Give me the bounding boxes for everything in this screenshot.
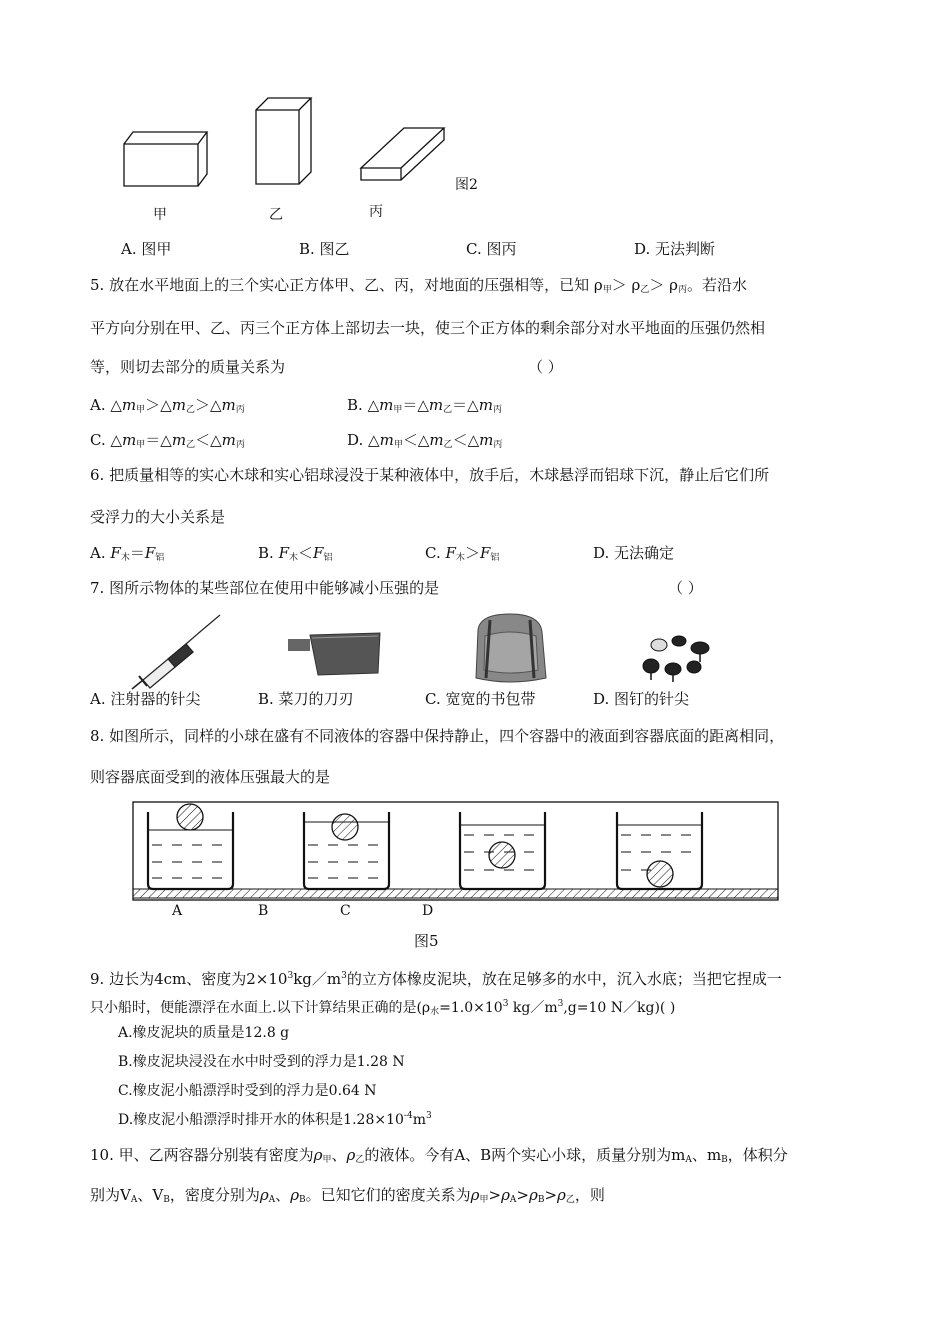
- fig5-label-b: B: [258, 903, 269, 919]
- q5-line-3: 等，则切去部分的质量关系为: [90, 358, 286, 376]
- q6-option-c: C. $F_木>F_铝$: [425, 544, 500, 563]
- q9-option-b: B.橡皮泥块浸没在水中时受到的浮力是1.28 N: [118, 1054, 405, 1070]
- fig5-label-a: A: [172, 903, 183, 919]
- figure-5-frame: [133, 802, 778, 900]
- q6-line-2: 受浮力的大小关系是: [90, 508, 226, 526]
- q9-line-1: 9. 边长为4cm、密度为$2\times 10^3kg/m^3$的立方体橡皮泥块，放在足够多的水中，沉入水底；当把它捏成一: [90, 970, 782, 988]
- q9-option-c: C.橡皮泥小船漂浮时受到的浮力是0.64 N: [118, 1083, 377, 1099]
- q7-option-b: B. 菜刀的刀刃: [258, 690, 354, 708]
- ball-c: [489, 842, 515, 868]
- ball-a: [177, 804, 203, 830]
- figure-5-containers: [0, 800, 950, 910]
- thumbtacks-picture: [643, 636, 709, 682]
- q5-option-b: B. $\triangle m_甲=\triangle m_乙=\triangle m_丙$: [347, 396, 502, 415]
- fig2-label-yi: 乙: [269, 207, 283, 223]
- fig5-label-d: D: [422, 903, 434, 919]
- q4-option-b: B. 图乙: [299, 240, 350, 258]
- q7-line-1: 7. 图所示物体的某些部位在使用中能够减小压强的是: [90, 579, 440, 597]
- q5-answer-bracket: （ ）: [528, 358, 563, 376]
- fig2-label-bing: 丙: [369, 204, 383, 220]
- ground-hatch: [133, 889, 778, 898]
- q7-answer-bracket: （ ）: [668, 579, 703, 597]
- q8-line-2: 则容器底面受到的液体压强最大的是: [90, 768, 331, 786]
- q10-line-1: 10. 甲、乙两容器分别装有密度为$\rho_甲$、$\rho_乙$的液体。今有A、B两个实心小球，质量分别为$m_A$、$m_B$，体积分: [90, 1146, 788, 1165]
- q8-line-1: 8. 如图所示，同样的小球在盛有不同液体的容器中保持静止，四个容器中的液面到容器底面的距离相同，: [90, 727, 785, 745]
- q5-option-d: D. $\triangle m_甲<\triangle m_乙<\triangle m_丙$: [347, 431, 503, 450]
- q9-option-d: D.橡皮泥小船漂浮时排开水的体积是$1.28\times 10^{-4}m^3$: [118, 1111, 432, 1128]
- fig2-label-jia: 甲: [153, 207, 167, 223]
- q4-option-d: D. 无法判断: [634, 240, 716, 258]
- q7-option-a: A. 注射器的针尖: [90, 690, 201, 708]
- ball-d: [647, 861, 673, 887]
- q5-option-a: A. $\triangle m_甲>\triangle m_乙>\triangle m_丙$: [90, 396, 245, 415]
- q6-option-d: D. 无法确定: [593, 544, 675, 562]
- q5-line-1: 5. 放在水平地面上的三个实心正方体甲、乙、丙，对地面的压强相等，已知 $\rho_甲> \rho_乙> \rho_丙$。若沿水: [90, 276, 748, 295]
- q5-option-c: C. $\triangle m_甲=\triangle m_乙<\triangle m_丙$: [90, 431, 245, 450]
- q6-option-a: A. $F_木=F_铝$: [90, 544, 165, 563]
- q4-option-a: A. 图甲: [121, 240, 172, 258]
- q7-option-c: C. 宽宽的书包带: [425, 690, 536, 708]
- q7-pictures: [0, 600, 950, 690]
- syringe-picture: [132, 615, 220, 689]
- q4-option-c: C. 图丙: [466, 240, 517, 258]
- q5-line-2: 平方向分别在甲、乙、丙三个正方体上部切去一块，使三个正方体的剩余部分对水平地面的压强仍然相: [90, 319, 766, 337]
- q6-line-1: 6. 把质量相等的实心木球和实心铝球浸没于某种液体中，放手后，木球悬浮而铝球下沉，静止后它们所: [90, 466, 770, 484]
- fig2-caption: 图2: [455, 177, 478, 193]
- figure-2-blocks: [0, 0, 950, 240]
- q9-option-a: A.橡皮泥块的质量是12.8 g: [118, 1025, 290, 1041]
- q7-option-d: D. 图钉的针尖: [593, 690, 690, 708]
- q9-line-2: 只小船时，便能漂浮在水面上.以下计算结果正确的是($\rho_水=1.0\times 10^3$ $kg/m^3,g=10$ N／kg)( ): [90, 999, 676, 1017]
- block-bing: [361, 128, 444, 180]
- q10-line-2: 别为$V_A$、$V_B$，密度分别为$\rho_A$、$\rho_B$。已知它们的密度关系为$\rho_甲>\rho_A>\rho_B>\rho_乙$，则: [90, 1186, 605, 1205]
- backpack-picture: [476, 614, 546, 682]
- block-yi: [256, 98, 311, 184]
- cleaver-picture: [288, 633, 380, 675]
- fig5-caption: 图5: [414, 932, 439, 950]
- ball-b: [332, 814, 358, 840]
- fig5-label-c: C: [340, 903, 351, 919]
- q6-option-b: B. $F_木<F_铝$: [258, 544, 333, 563]
- block-jia: [124, 132, 207, 186]
